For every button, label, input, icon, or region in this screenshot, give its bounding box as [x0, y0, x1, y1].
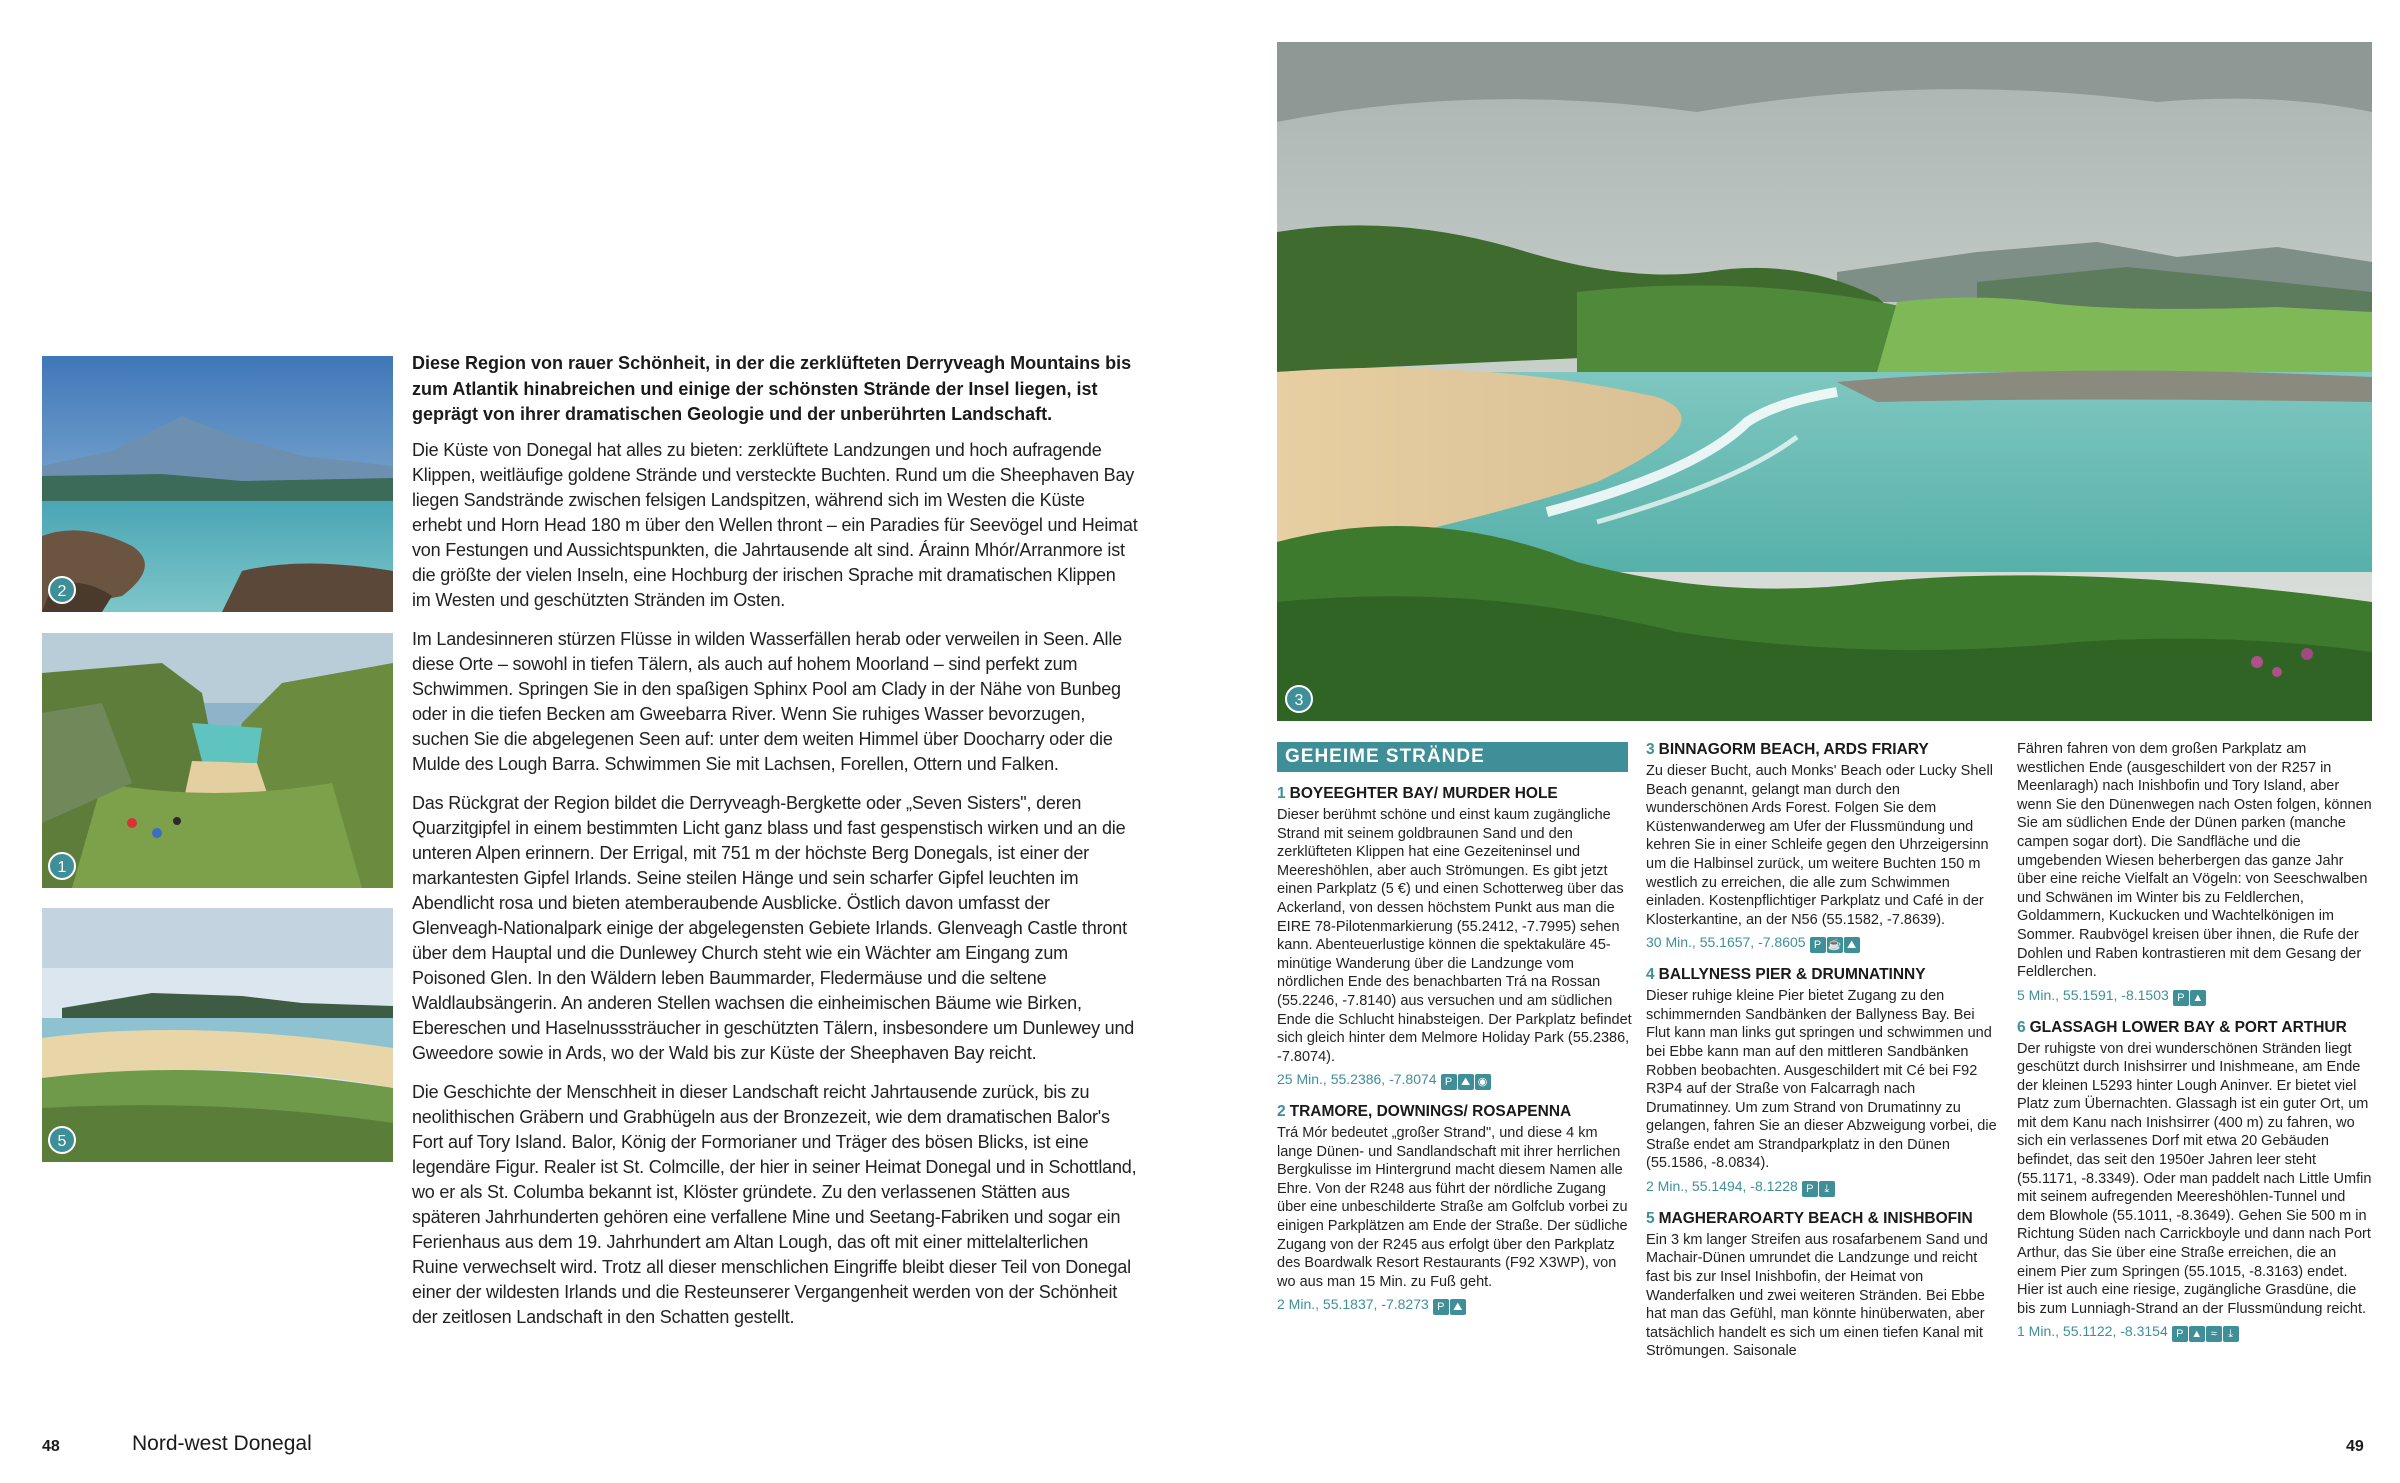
- beach-entry: [1646, 1209, 2002, 1361]
- parking-icon: P: [1802, 1181, 1818, 1197]
- entry-name: BINNAGORM BEACH, ARDS FRIARY: [1658, 741, 1929, 758]
- page-number-right: 49: [2346, 1438, 2364, 1455]
- entry-title: [1277, 784, 1637, 804]
- entry-name: TRAMORE, DOWNINGS/ ROSAPENNA: [1289, 1103, 1572, 1121]
- beach-entry: [1646, 740, 2002, 953]
- entry-number: 3: [1646, 741, 1655, 758]
- entry-title: [1646, 1209, 2002, 1229]
- view-icon: ◉: [1475, 1074, 1491, 1090]
- article-paragraph: Im Landesinneren stürzen Flüsse in wilden Wasserfällen herab oder verweilen in Seen. Alle diese Orte – sowohl in tiefen Tälern, als auch auf hohem Moorland – sind perfekt zum Schwimmen. Springen Sie in den spaßigen Sphinx Pool am Clady in der Nähe von Bunbeg oder in die tiefen Becken am Gweebarra River. Wenn Sie ruhiges Wasser bevorzugen, suchen Sie die abgelegenen Seen auf: unter dem weiten Himmel über Doocharry oder die Mulde des Lough Barra. Schwimmen Sie mit Lachsen, Forellen, Ottern und Falken.: [412, 628, 1122, 774]
- photo-coast-mountain: [42, 356, 393, 612]
- column-3: [2017, 740, 2373, 1354]
- entry-number: 1: [1277, 785, 1286, 802]
- photo-number-badge: 2: [48, 576, 76, 604]
- walk-icon: ⛰: [1450, 1299, 1466, 1315]
- article-paragraph: Die Geschichte der Menschheit in dieser Landschaft reicht Jahrtausende zurück, bis zu neolithischen Gräbern und Grabhügeln aus der Bronzezeit, wie dem dramatischen Balor's Fort auf Tory Island. Balor, König der Formorianer und Träger des bösen Blicks, ist eine legendäre Figur. Realer ist St. Colmcille, der hier in seiner Heimat Donegal und in Schottland, wo er als St. Columba bekannt ist, Klöster gründete. Zu den verlassenen Stätten aus späteren Jahrhunderten gehören eine verfallene Mine und Seetang-Fabriken und sogar ein Ferienhaus aus dem 19. Jahrhundert am Altan Lough, das oft mit einer mittelalterlichen Ruine verwechselt wird. Trotz all dieser menschlichen Eingriffe bleibt dieser Teil von Donegal einer der wildesten Irlands und die Resteunserer Vergangenheit werden von der Schönheit der zeitlosen Landschaft in den Schatten gestellt.: [412, 1081, 1137, 1327]
- photo-number-badge: 3: [1285, 685, 1313, 713]
- parking-icon: P: [2173, 990, 2189, 1006]
- entry-text: Zu dieser Bucht, auch Monks' Beach oder Lucky Shell Beach genannt, gelangt man durch den wunderschönen Ards Forest. Folgen Sie dem Küstenwanderweg am Ufer der Flussmündung und kehren Sie in einer Schleife gegen den Uhrzeigersinn um die Halbinsel zurück, um weitere Buchten 150 m westlich zu erreichen, die alle zum Schwimmen einladen. Kostenpflichtiger Parkplatz und Café in der Klosterkantine, an der N56 (55.1582, -7.8639).: [1646, 763, 1993, 928]
- facility-icons: [1802, 1178, 1836, 1197]
- section-header: GEHEIME STRÄNDE: [1277, 742, 1628, 772]
- article-paragraph: Die Küste von Donegal hat alles zu bieten: zerklüftete Landzungen und hoch aufragende Klippen, weitläufige goldene Strände und versteckte Buchten. Rund um die Sheephaven Bay liegen Sandstrände zwischen felsigen Landspitzen, während sich im Westen die Küste erhebt und Horn Head 180 m über den Wellen thront – ein Paradies für Seevögel und Heimat von Festungen und Aussichtspunkten, die Jahrtausende alt sind. Árainn Mhór/Arranmore ist die größte der vielen Inseln, eine Hochburg der irischen Sprache mit dramatischen Klippen im Westen und geschützten Stränden im Osten.: [412, 439, 1138, 610]
- hero-photo-beach-bay: [1277, 42, 2372, 721]
- entry-text: Fähren fahren von dem großen Parkplatz am westlichen Ende (ausgeschildert von der R257 in Meenlaragh) nach Inishbofin und Tory Island, aber wenn Sie den Dünenwegen nach Osten folgen, können Sie am südlichen Ende der Dünen parken (manche campen sogar dort). Die Sandfläche und die umgebenden Wiesen beherbergen das ganze Jahr über eine reiche Vielfalt an Vögeln: von Seeschwalben und Schwänen im Winter bis zu Feldlerchen, Goldammern, Kuckucken und Wachtelkönigen im Sommer. Raubvögel kreisen über ihnen, die Rufe der Dohlen und Raben kontrastieren mit dem Gesang der Feldlerchen.: [2017, 741, 2372, 981]
- entry-title: [1277, 1102, 1637, 1122]
- facility-icons: [1810, 934, 1861, 953]
- camping-icon: ▲: [2189, 1326, 2205, 1342]
- entry-meta: [1646, 1177, 2002, 1197]
- beach-entry: [2017, 1018, 2373, 1343]
- facility-icons: [1441, 1071, 1492, 1090]
- parking-icon: P: [1441, 1074, 1457, 1090]
- parking-icon: P: [1810, 937, 1826, 953]
- entry-number: 2: [1277, 1103, 1286, 1121]
- beach-entry-continued: [2017, 740, 2373, 1006]
- photo-hikers-valley: [42, 633, 393, 888]
- entry-name: BALLYNESS PIER & DRUMNATINNY: [1658, 966, 1926, 984]
- column-1: [1277, 784, 1637, 1327]
- cafe-icon: ☕: [1827, 939, 1842, 952]
- parking-icon: P: [1433, 1299, 1449, 1315]
- kayak-icon: ≈: [2206, 1326, 2222, 1342]
- entry-coords: 25 Min., 55.2386, -7.8074: [1277, 1071, 1437, 1088]
- entry-text: Dieser ruhige kleine Pier bietet Zugang zu den schimmernden Sandbänken der Ballyness Bay. Bei Flut kann man links gut springen und schwimmen und bei Ebbe kann man auf den mittleren Sandbänken Robben beobachten. Ausgeschildert mit Cé bei F92 R3P4 auf der Straße von Falcarragh nach Drumatinney. Um zum Strand von Drumatinny zu gelangen, fahren Sie an dieser Abzweigung vorbei, die Straße endet am Strandparkplatz in den Dünen (55.1586, -8.0834).: [1646, 988, 1997, 1172]
- entry-text: Der ruhigste von drei wunderschönen Stränden liegt geschützt durch Inishsirrer und Inishmeane, am Ende der kleinen L5293 hinter Lough Aninver. Er bietet viel Platz zum Übernachten. Glassagh ist ein guter Ort, um mit dem Kanu nach Inishsirrer (400 m) zu fahren, wo sich ein verlassenes Dorf mit etwa 20 Gebäuden befindet, das seit den 1950er Jahren leer steht (55.1171, -8.3349). Oder man paddelt nach Little Umfin mit seinem aufregenden Meereshöhlen-Tunnel und dem Blowhole (55.1011, -8.3649). Gehen Sie 500 m in Richtung Süden nach Carrickboyle und dann nach Port Arthur, das Sie über eine Straße erreichen, die an einem Pier zum Springen (55.1015, -8.3163) endet. Hier ist auch eine riesige, zugängliche Grasdüne, die bis zum Lunniagh-Strand an der Flussmündung reicht.: [2017, 1040, 2372, 1317]
- jump-icon: ⤓: [2223, 1326, 2239, 1342]
- entry-meta: [1646, 933, 2002, 953]
- entry-text: Dieser berühmt schöne und einst kaum zugängliche Strand mit seinem goldbraunen Sand und den zerklüfteten Klippen hat eine Gezeiteninsel und Meereshöhlen, aber auch Strömungen. Es gibt jetzt einen Parkplatz (5 €) und einen Schotterweg über das Ackerland, von dessen höchstem Punkt aus man die EIRE 78-Pilotenmarkierung (55.2412, -7.7995) sehen kann. Abenteuerlustige können die spektakuläre 45-minütige Wanderung über die Landzunge vom nördlichen Ende des benachbarten Trá na Rossan (55.2246, -7.8140) aus versuchen und am südlichen Ende die Schlucht hinabsteigen. Der Parkplatz befindet sich gleich hinter dem Melmore Holiday Park (55.2386, -7.8074).: [1277, 807, 1632, 1065]
- page-number-left: 48: [42, 1438, 60, 1455]
- article-intro: Diese Region von rauer Schönheit, in der die zerklüfteten Derryveagh Mountains bis zum Atlantik hinabreichen und einige der schönsten Strände der Insel liegen, ist geprägt von ihrer dramatischen Geologie und der unberührten Landschaft.: [412, 353, 1132, 424]
- camping-icon: ▲: [2190, 990, 2206, 1006]
- jump-icon: ⤓: [1819, 1181, 1835, 1197]
- left-article: [412, 351, 1138, 1344]
- entry-title: [1646, 740, 2002, 760]
- column-2: [1646, 740, 2002, 1373]
- entry-coords: 5 Min., 55.1591, -8.1503: [2017, 986, 2169, 1003]
- entry-name: BOYEEGHTER BAY/ MURDER HOLE: [1289, 785, 1558, 802]
- photo-beach-headland: [42, 908, 393, 1162]
- entry-number: 5: [1646, 1209, 1655, 1227]
- beach-entry: [1277, 1102, 1637, 1315]
- facility-icons: [2173, 987, 2207, 1006]
- entry-meta: [1277, 1295, 1637, 1315]
- running-head: Nord-west Donegal: [132, 1432, 312, 1455]
- facility-icons: [2172, 1323, 2240, 1342]
- entry-name: GLASSAGH LOWER BAY & PORT ARTHUR: [2029, 1018, 2347, 1036]
- article-paragraph: Das Rückgrat der Region bildet die Derryveagh-Bergkette oder „Seven Sisters", deren Quarzitgipfel in einem bestimmten Licht ganz blass und fast gespenstisch wirken und an die unteren Alpen erinnern. Der Errigal, mit 751 m der höchste Berg Donegals, ist einer der markantesten Gipfel Irlands. Seine steilen Hänge und sein scharfer Gipfel leuchten im Abendlicht rosa und bieten atemberaubende Ausblicke. Östlich davon umfasst der Glenveagh-Nationalpark einige der abgelegensten Gebiete Irlands. Glenveagh Castle thront über dem Hauptal und die Dunlewey Church steht wie ein Wächter am Eingang zum Poisoned Glen. In den Wäldern leben Baummarder, Fledermäuse und die seltene Waldlaubsängerin. An anderen Stellen wachsen die einheimischen Bäume wie Birken, Ebereschen und Haselnusssträucher in geschützten Tälern, insbesondere um Dunlewey und Gweedore sowie in Ards, wo der Wald bis zur Küste der Sheephaven Bay reicht.: [412, 792, 1135, 1063]
- entry-number: 6: [2017, 1018, 2026, 1036]
- entry-name: MAGHERAROARTY BEACH & INISHBOFIN: [1658, 1209, 1973, 1227]
- entry-meta: [1277, 1070, 1637, 1090]
- facility-icons: [1433, 1296, 1467, 1315]
- entry-title: [1646, 965, 2002, 985]
- entry-text: Ein 3 km langer Streifen aus rosafarbenem Sand und Machair-Dünen umrundet die Landzunge und reicht fast bis zur Insel Inishbofin, der Heimat von Wanderfalken und zwei weiteren Stränden. Bei Ebbe hat man das Gefühl, man könnte hinüberwaten, aber tatsächlich handelt es sich um einen tiefen Kanal mit Strömungen. Saisonale: [1646, 1231, 1988, 1360]
- entry-number: 4: [1646, 966, 1655, 984]
- entry-title: [2017, 1018, 2373, 1038]
- entry-meta: [2017, 986, 2373, 1006]
- entry-text: Trá Mór bedeutet „großer Strand", und diese 4 km lange Dünen- und Sandlandschaft mit ihrer herrlichen Bergkulisse im Hintergrund macht diesem Namen alle Ehre. Von der R248 aus führt der nördliche Zugang über eine unbeschilderte Straße am Golfclub vorbei zu einigen Parkplätzen am Ende der Straße. Der südliche Zugang von der R245 aus erfolgt über den Parkplatz des Boardwalk Resort Restaurants (F92 X3WP), von wo aus man 15 Min. zu Fuß geht.: [1277, 1125, 1628, 1290]
- walk-icon: ⛰: [1844, 937, 1860, 953]
- entry-coords: 1 Min., 55.1122, -8.3154: [2017, 1323, 2168, 1340]
- photo-number-badge: 5: [48, 1126, 76, 1154]
- beach-entry: [1646, 965, 2002, 1197]
- walk-icon: ⛰: [1458, 1074, 1474, 1090]
- parking-icon: P: [2172, 1326, 2188, 1342]
- entry-coords: 2 Min., 55.1494, -8.1228: [1646, 1178, 1798, 1195]
- entry-meta: [2017, 1322, 2373, 1342]
- beach-entry: [1277, 784, 1637, 1090]
- entry-coords: 30 Min., 55.1657, -7.8605: [1646, 934, 1806, 951]
- entry-coords: 2 Min., 55.1837, -7.8273: [1277, 1296, 1429, 1313]
- photo-number-badge: 1: [48, 852, 76, 880]
